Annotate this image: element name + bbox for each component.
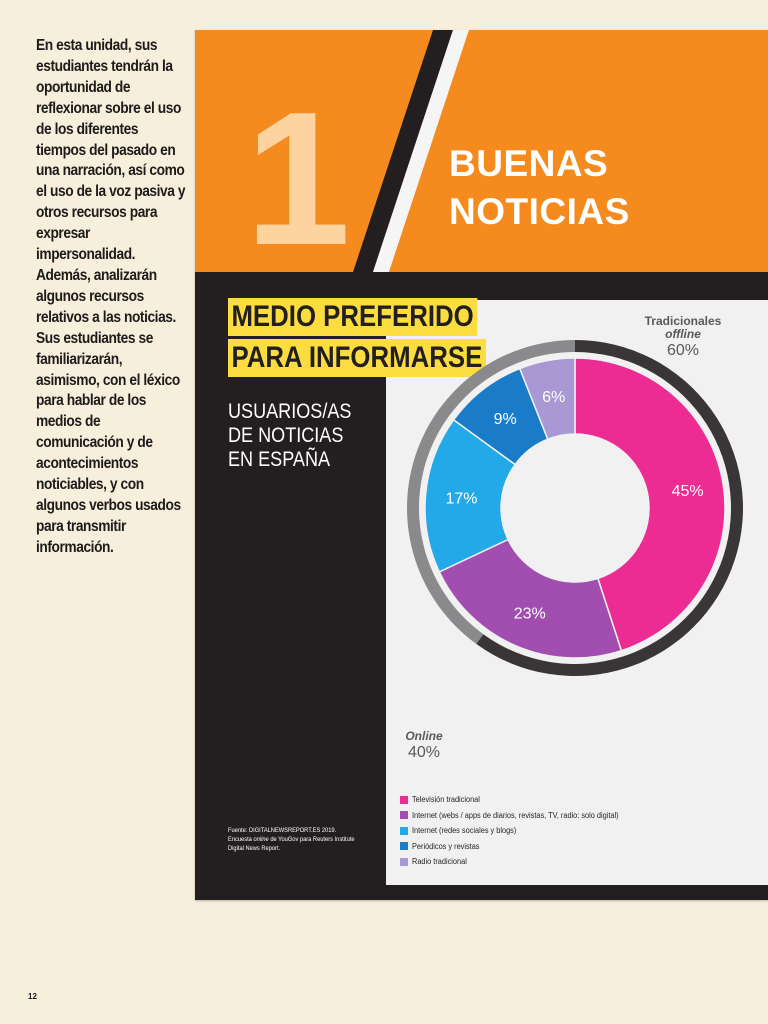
group-online-percent: 40% xyxy=(407,744,441,761)
legend-item-2 xyxy=(400,808,637,824)
unit-panel xyxy=(195,30,768,900)
unit-title xyxy=(449,140,689,236)
donut-slice-label-1: 45% xyxy=(671,483,704,501)
legend-item-5 xyxy=(400,854,637,870)
chart-source xyxy=(228,826,360,853)
group-label-online xyxy=(400,730,448,762)
legend-swatch-5 xyxy=(400,858,408,866)
source-line2-prefix: Encuesta xyxy=(228,836,254,843)
donut-slice-label-4: 9% xyxy=(493,410,517,428)
group-label-offline xyxy=(623,315,743,360)
donut-slice-label-3: 17% xyxy=(445,490,478,508)
group-offline-name: Tradicionales offline xyxy=(644,314,722,341)
page-number: 12 xyxy=(28,992,37,1001)
legend-swatch-4 xyxy=(400,842,408,850)
legend-label-4: Periódicos y revistas xyxy=(412,841,480,851)
chart-legend xyxy=(400,792,637,870)
legend-label-5: Radio tradicional xyxy=(412,857,467,867)
group-offline-percent: 60% xyxy=(666,342,700,359)
legend-label-1: Televisión tradicional xyxy=(412,795,480,805)
legend-swatch-3 xyxy=(400,827,408,835)
legend-label-2: Internet (webs / apps de diarios, revistas, TV, radio: solo digital) xyxy=(412,810,619,820)
source-line2-italic: online xyxy=(253,836,269,843)
intro-paragraph: En esta unidad, sus estudiantes tendrán la oportunidad de reflexionar sobre el uso de los diferentes tiempos del pasado en una narración, así como el uso de la voz pasiva y otros recursos para expresar impersonalidad. Además, analizarán algunos recursos relativos a las noticias. Sus estudiantes se familiarizarán, asimismo, con el léxico para hablar de los medios de comunicación y de acontecimientos noticiables, y con algunos verbos usados para transmitir información. xyxy=(36,37,186,556)
source-line1: Fuente: DIGITALNEWSREPORT.ES 2019. xyxy=(228,827,337,834)
source-line2-suffix: de YouGov para Reuters Institute Digital News Report. xyxy=(228,836,355,852)
legend-swatch-2 xyxy=(400,811,408,819)
donut-chart xyxy=(386,320,768,790)
legend-swatch-1 xyxy=(400,796,408,804)
chart-title-line1: MEDIO PREFERIDO xyxy=(228,298,477,336)
unit-title-line1: BUENAS xyxy=(449,143,609,184)
chart-title-line2: PARA INFORMARSE xyxy=(228,339,486,377)
donut-slice-label-2: 23% xyxy=(513,605,546,623)
legend-item-4 xyxy=(400,839,637,855)
unit-title-line2: NOTICIAS xyxy=(449,191,630,232)
legend-item-1 xyxy=(400,792,637,808)
group-online-name: Online xyxy=(405,729,443,743)
legend-item-3 xyxy=(400,823,637,839)
chart-subtitle: USUARIOS/AS DE NOTICIAS EN ESPAÑA xyxy=(228,400,352,471)
donut-slice-label-5: 6% xyxy=(542,389,566,407)
legend-label-3: Internet (redes sociales y blogs) xyxy=(412,826,517,836)
unit-number: 1 xyxy=(245,73,351,285)
